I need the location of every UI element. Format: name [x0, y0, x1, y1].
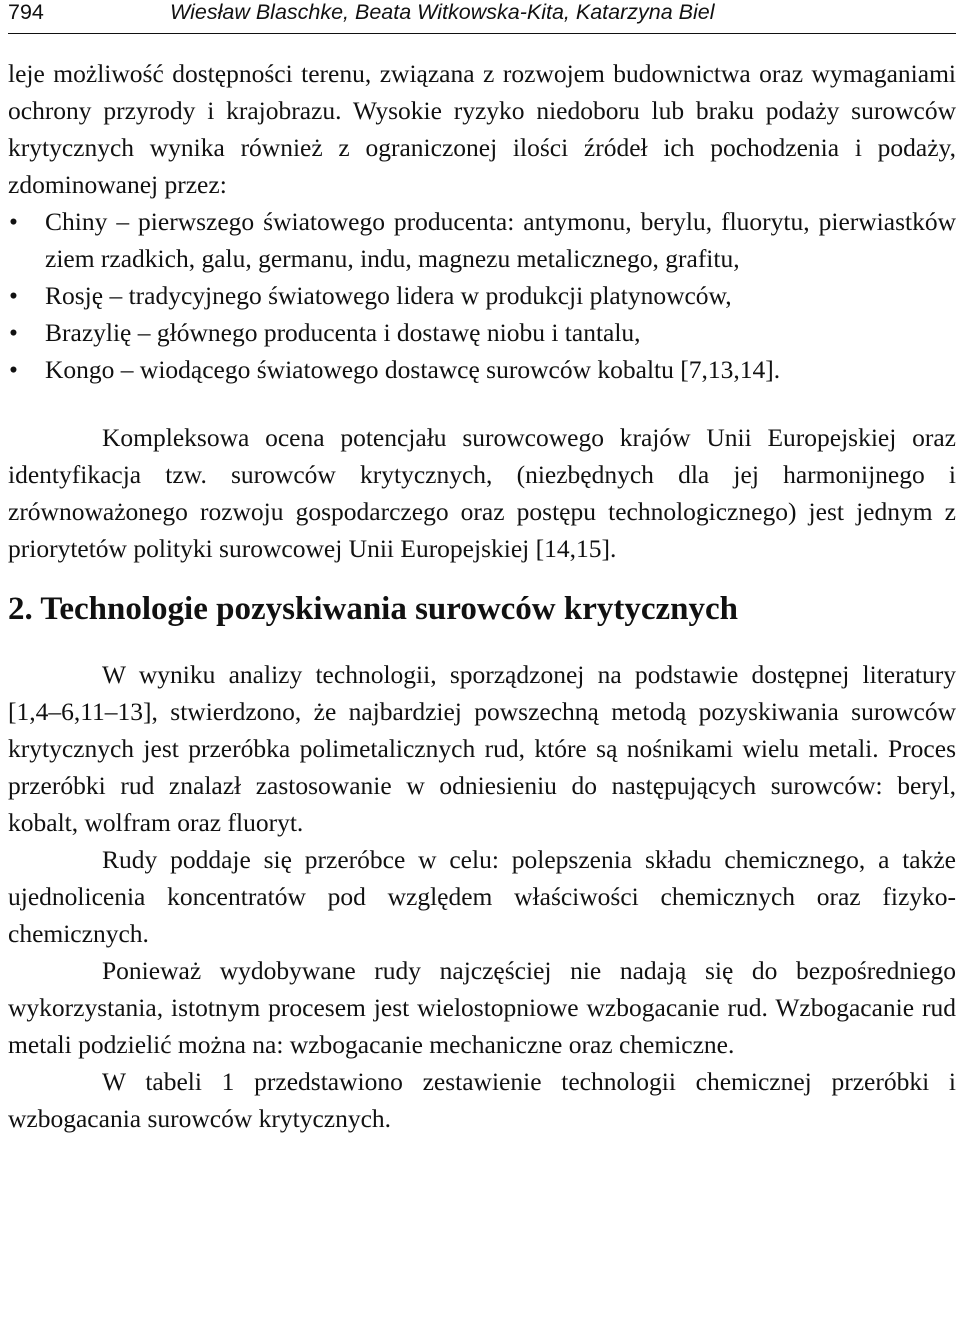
producer-list — [8, 203, 956, 388]
bullet-icon: • — [9, 281, 18, 310]
section-heading: 2. Technologie pozyskiwania surowców krytycznych — [8, 591, 739, 627]
list-item — [8, 203, 956, 277]
section-paragraph: W wyniku analizy technologii, sporządzonej na podstawie dostępnej literatury [1,4–6,11–13], stwierdzono, że najbardziej powszechną metodą pozyskiwania surowców krytycznych jest przeróbka polimetalicznych rud, które są nośnikami wielu metali. Proces przeróbki rud znalazł zastosowanie w odniesieniu do następujących surowców: beryl, kobalt, wolfram oraz fluoryt. — [8, 660, 956, 837]
list-item — [8, 351, 956, 388]
list-item — [8, 277, 956, 314]
list-item — [8, 314, 956, 351]
section-paragraph: Rudy poddaje się przeróbce w celu: polepszenia składu chemicznego, a także ujednolicenia koncentratów pod względem właściwości chemicznych oraz fizyko-chemicznych. — [8, 845, 956, 948]
list-item-text: Brazylię – głównego producenta i dostawę niobu i tantalu, — [45, 318, 641, 347]
list-item-text: Chiny – pierwszego światowego producenta: antymonu, berylu, fluorytu, pierwiastków ziem rzadkich, galu, germanu, indu, magnezu metalicznego, grafitu, — [45, 207, 956, 273]
body-text — [8, 55, 956, 1137]
page-number: 794 — [8, 0, 44, 24]
section-paragraph: W tabeli 1 przedstawiono zestawienie technologii chemicznej przeróbki i wzbogacania surowców krytycznych. — [8, 1067, 956, 1133]
section-paragraph: Ponieważ wydobywane rudy najczęściej nie nadają się do bezpośredniego wykorzystania, istotnym procesem jest wielostopniowe wzbogacanie rud. Wzbogacanie rud metali podzielić można na: wzbogacanie mechaniczne oraz chemiczne. — [8, 956, 956, 1059]
spacer — [8, 388, 956, 419]
intro-paragraph: leje możliwość dostępności terenu, związana z rozwojem budownictwa oraz wymaganiami ochrony przyrody i krajobrazu. Wysokie ryzyko niedoboru lub braku podaży surowców krytycznych wynika również z ograniczonej ilości źródeł ich pochodzenia i podaży, zdominowanej przez: — [8, 59, 956, 199]
list-item-text: Rosję – tradycyjnego światowego lidera w produkcji platynowców, — [45, 281, 732, 310]
bullet-icon: • — [9, 207, 18, 236]
bullet-icon: • — [9, 355, 18, 384]
eu-paragraph: Kompleksowa ocena potencjału surowcowego krajów Unii Europejskiej oraz identyfikacja tzw. surowców krytycznych, (niezbędnych dla jej harmonijnego i zrównoważonego rozwoju gospodarczego oraz postępu technologicznego) jest jednym z priorytetów polityki surowcowej Unii Europejskiej [14,15]. — [8, 423, 956, 563]
running-head — [8, 0, 956, 34]
list-item-text: Kongo – wiodącego światowego dostawcę surowców kobaltu [7,13,14]. — [45, 355, 781, 384]
running-head-authors: Wiesław Blaschke, Beata Witkowska-Kita, Katarzyna Biel — [170, 0, 715, 24]
page — [8, 0, 956, 1137]
bullet-icon: • — [9, 318, 18, 347]
